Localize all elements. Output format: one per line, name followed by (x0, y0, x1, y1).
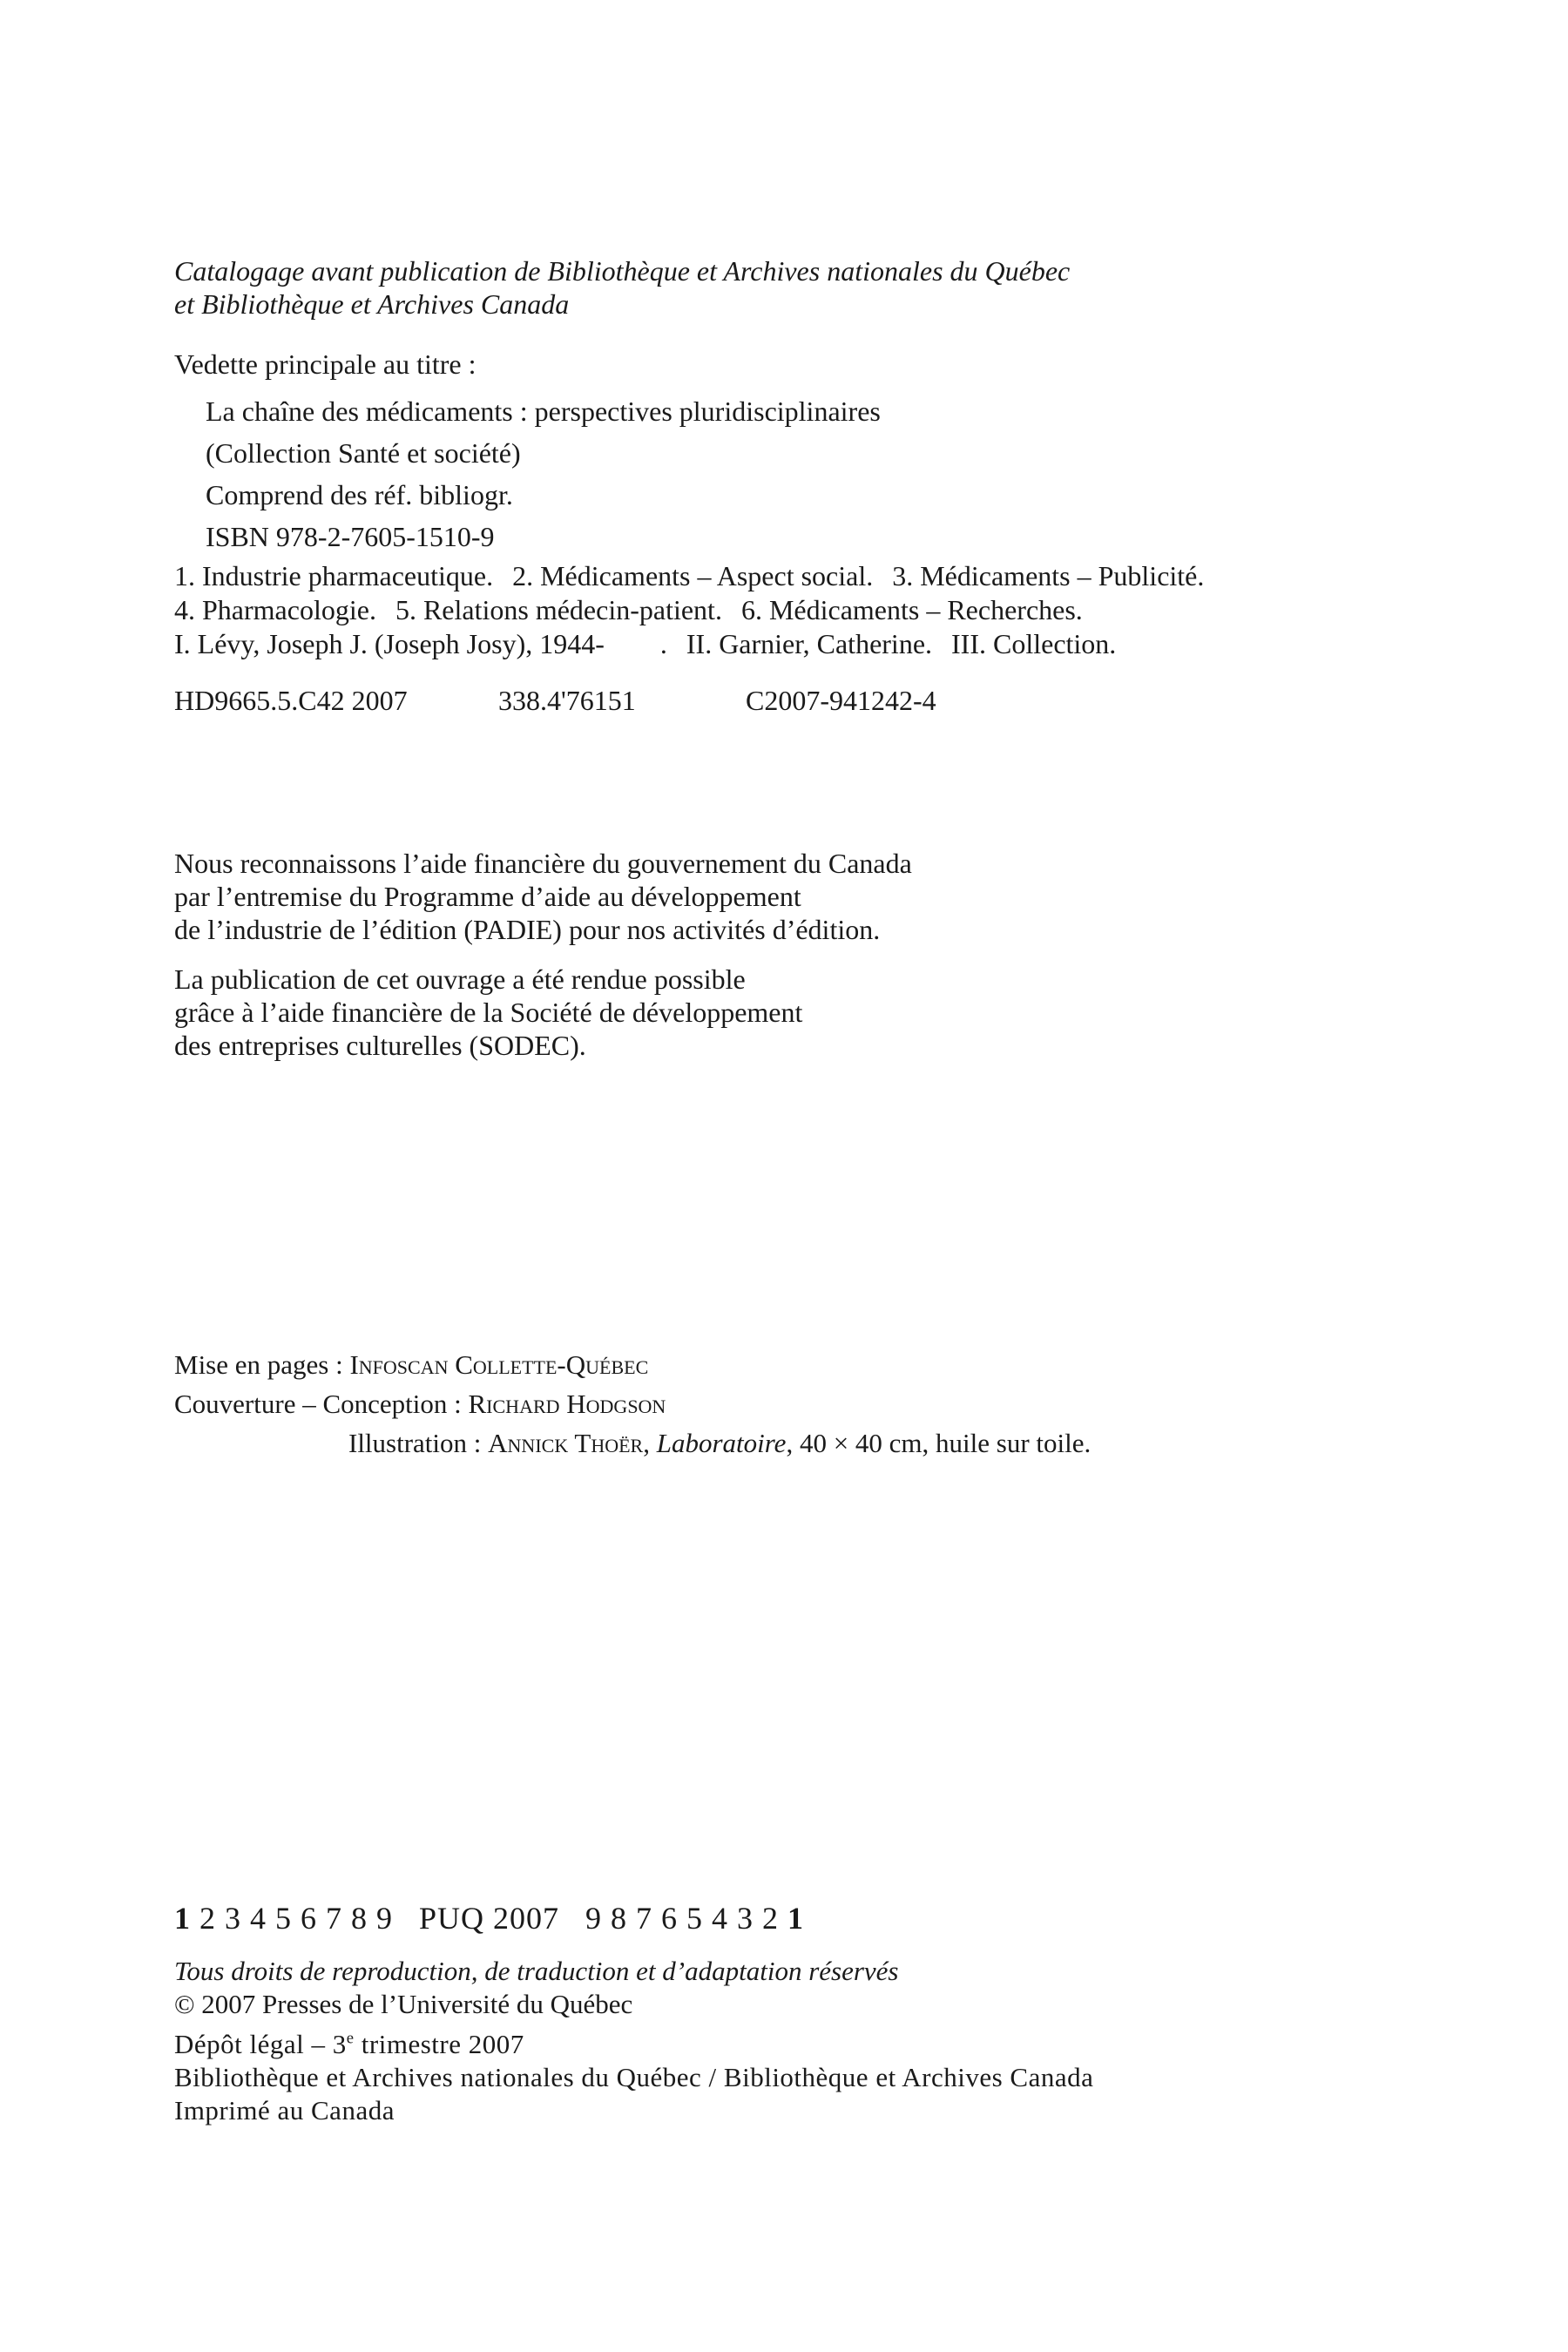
cip-series: (Collection Santé et société) (206, 437, 521, 469)
credit-cover-label: Couverture – Conception : (174, 1389, 462, 1419)
subject-6: 6. Médicaments – Recherches. (740, 594, 1083, 625)
rights-block (174, 1955, 899, 2021)
credit-illustration-artist: Annick Thoër (488, 1428, 644, 1458)
legal-deposit-line (174, 2028, 1093, 2061)
subject-3: 3. Médicaments – Publicité. (892, 560, 1205, 591)
legal-deposit-prefix: Dépôt légal – 3 (174, 2029, 347, 2059)
funding-2-line-2: grâce à l’aide financière de la Société de développement (174, 997, 803, 1028)
legal-deposit (174, 2028, 1093, 2127)
funding-2-line-1: La publication de cet ouvrage a été rendue possible (174, 963, 746, 995)
cip-isbn: ISBN 978-2-7605-1510-9 (206, 521, 495, 552)
subject-line-1 (174, 559, 1204, 593)
printing-last: 1 (787, 1901, 805, 1936)
control-number: C2007-941242-4 (746, 685, 936, 716)
legal-deposit-suffix: trimestre 2007 (354, 2029, 524, 2059)
credit-cover (174, 1384, 1091, 1423)
cip-bibliography-note: Comprend des réf. bibliogr. (206, 479, 513, 510)
legal-deposit-sup: e (346, 2029, 355, 2048)
dewey-number: 338.4'76151 (498, 685, 636, 716)
subject-line-2 (174, 593, 1204, 627)
printed-in: Imprimé au Canada (174, 2095, 395, 2126)
subject-line-3 (174, 627, 1204, 661)
cip-header-line-1: Catalogage avant publication de Bibliothèque et Archives nationales du Québec (174, 255, 1071, 287)
funding-1-line-3: de l’industrie de l’édition (PADIE) pour nos activités d’édition. (174, 914, 881, 945)
main-entry-label: Vedette principale au titre : (174, 348, 476, 380)
lc-call-number: HD9665.5.C42 2007 (174, 685, 408, 716)
added-entry-2: II. Garnier, Catherine. (686, 628, 933, 659)
legal-deposit-libraries: Bibliothèque et Archives nationales du Québec / Bibliothèque et Archives Canada (174, 2062, 1094, 2092)
added-entry-1: I. Lévy, Joseph J. (Joseph Josy), 1944- . (174, 628, 667, 659)
cip-title: La chaîne des médicaments : perspectives pluridisciplinaires (206, 395, 881, 427)
subject-1: 1. Industrie pharmaceutique. (174, 560, 494, 591)
credit-illustration: Illustration : Annick Thoër, Laboratoire, 40 × 40 cm, huile sur toile. (348, 1428, 1092, 1458)
credit-cover-value: Richard Hodgson (468, 1389, 666, 1419)
subject-headings (174, 559, 1204, 661)
printing-first: 1 (174, 1901, 191, 1936)
credit-layout-label: Mise en pages : (174, 1349, 343, 1380)
printing-middle: 2 3 4 5 6 7 8 9 PUQ 2007 9 8 7 6 5 4 3 2 (191, 1901, 788, 1936)
funding-1-line-1: Nous reconnaissons l’aide financière du gouvernement du Canada (174, 848, 912, 879)
added-entry-3: III. Collection. (951, 628, 1117, 659)
credit-illustration-label: Illustration : (348, 1428, 482, 1458)
credit-layout-value: Infoscan Collette-Québec (349, 1349, 649, 1380)
subject-5: 5. Relations médecin-patient. (395, 594, 722, 625)
funding-2-line-3: des entreprises culturelles (SODEC). (174, 1030, 586, 1061)
funding-notice-padie (174, 847, 912, 946)
cip-header (174, 254, 1070, 321)
credits (174, 1345, 1091, 1463)
funding-1-line-2: par l’entremise du Programme d’aide au développement (174, 881, 801, 912)
credit-illustration-title: Laboratoire (656, 1428, 787, 1458)
classification-numbers (174, 683, 936, 718)
cip-header-line-2: et Bibliothèque et Archives Canada (174, 288, 570, 320)
credit-layout (174, 1345, 1091, 1384)
credit-illustration-details: , 40 × 40 cm, huile sur toile. (786, 1428, 1092, 1458)
subject-2: 2. Médicaments – Aspect social. (512, 560, 874, 591)
cip-entries (206, 390, 881, 558)
printing-line (174, 1899, 804, 1937)
funding-notice-sodec (174, 963, 802, 1062)
copyright-line: © 2007 Presses de l’Université du Québec (174, 1989, 633, 2019)
subject-4: 4. Pharmacologie. (174, 594, 376, 625)
rights-statement: Tous droits de reproduction, de traduction et d’adaptation réservés (174, 1956, 899, 1986)
